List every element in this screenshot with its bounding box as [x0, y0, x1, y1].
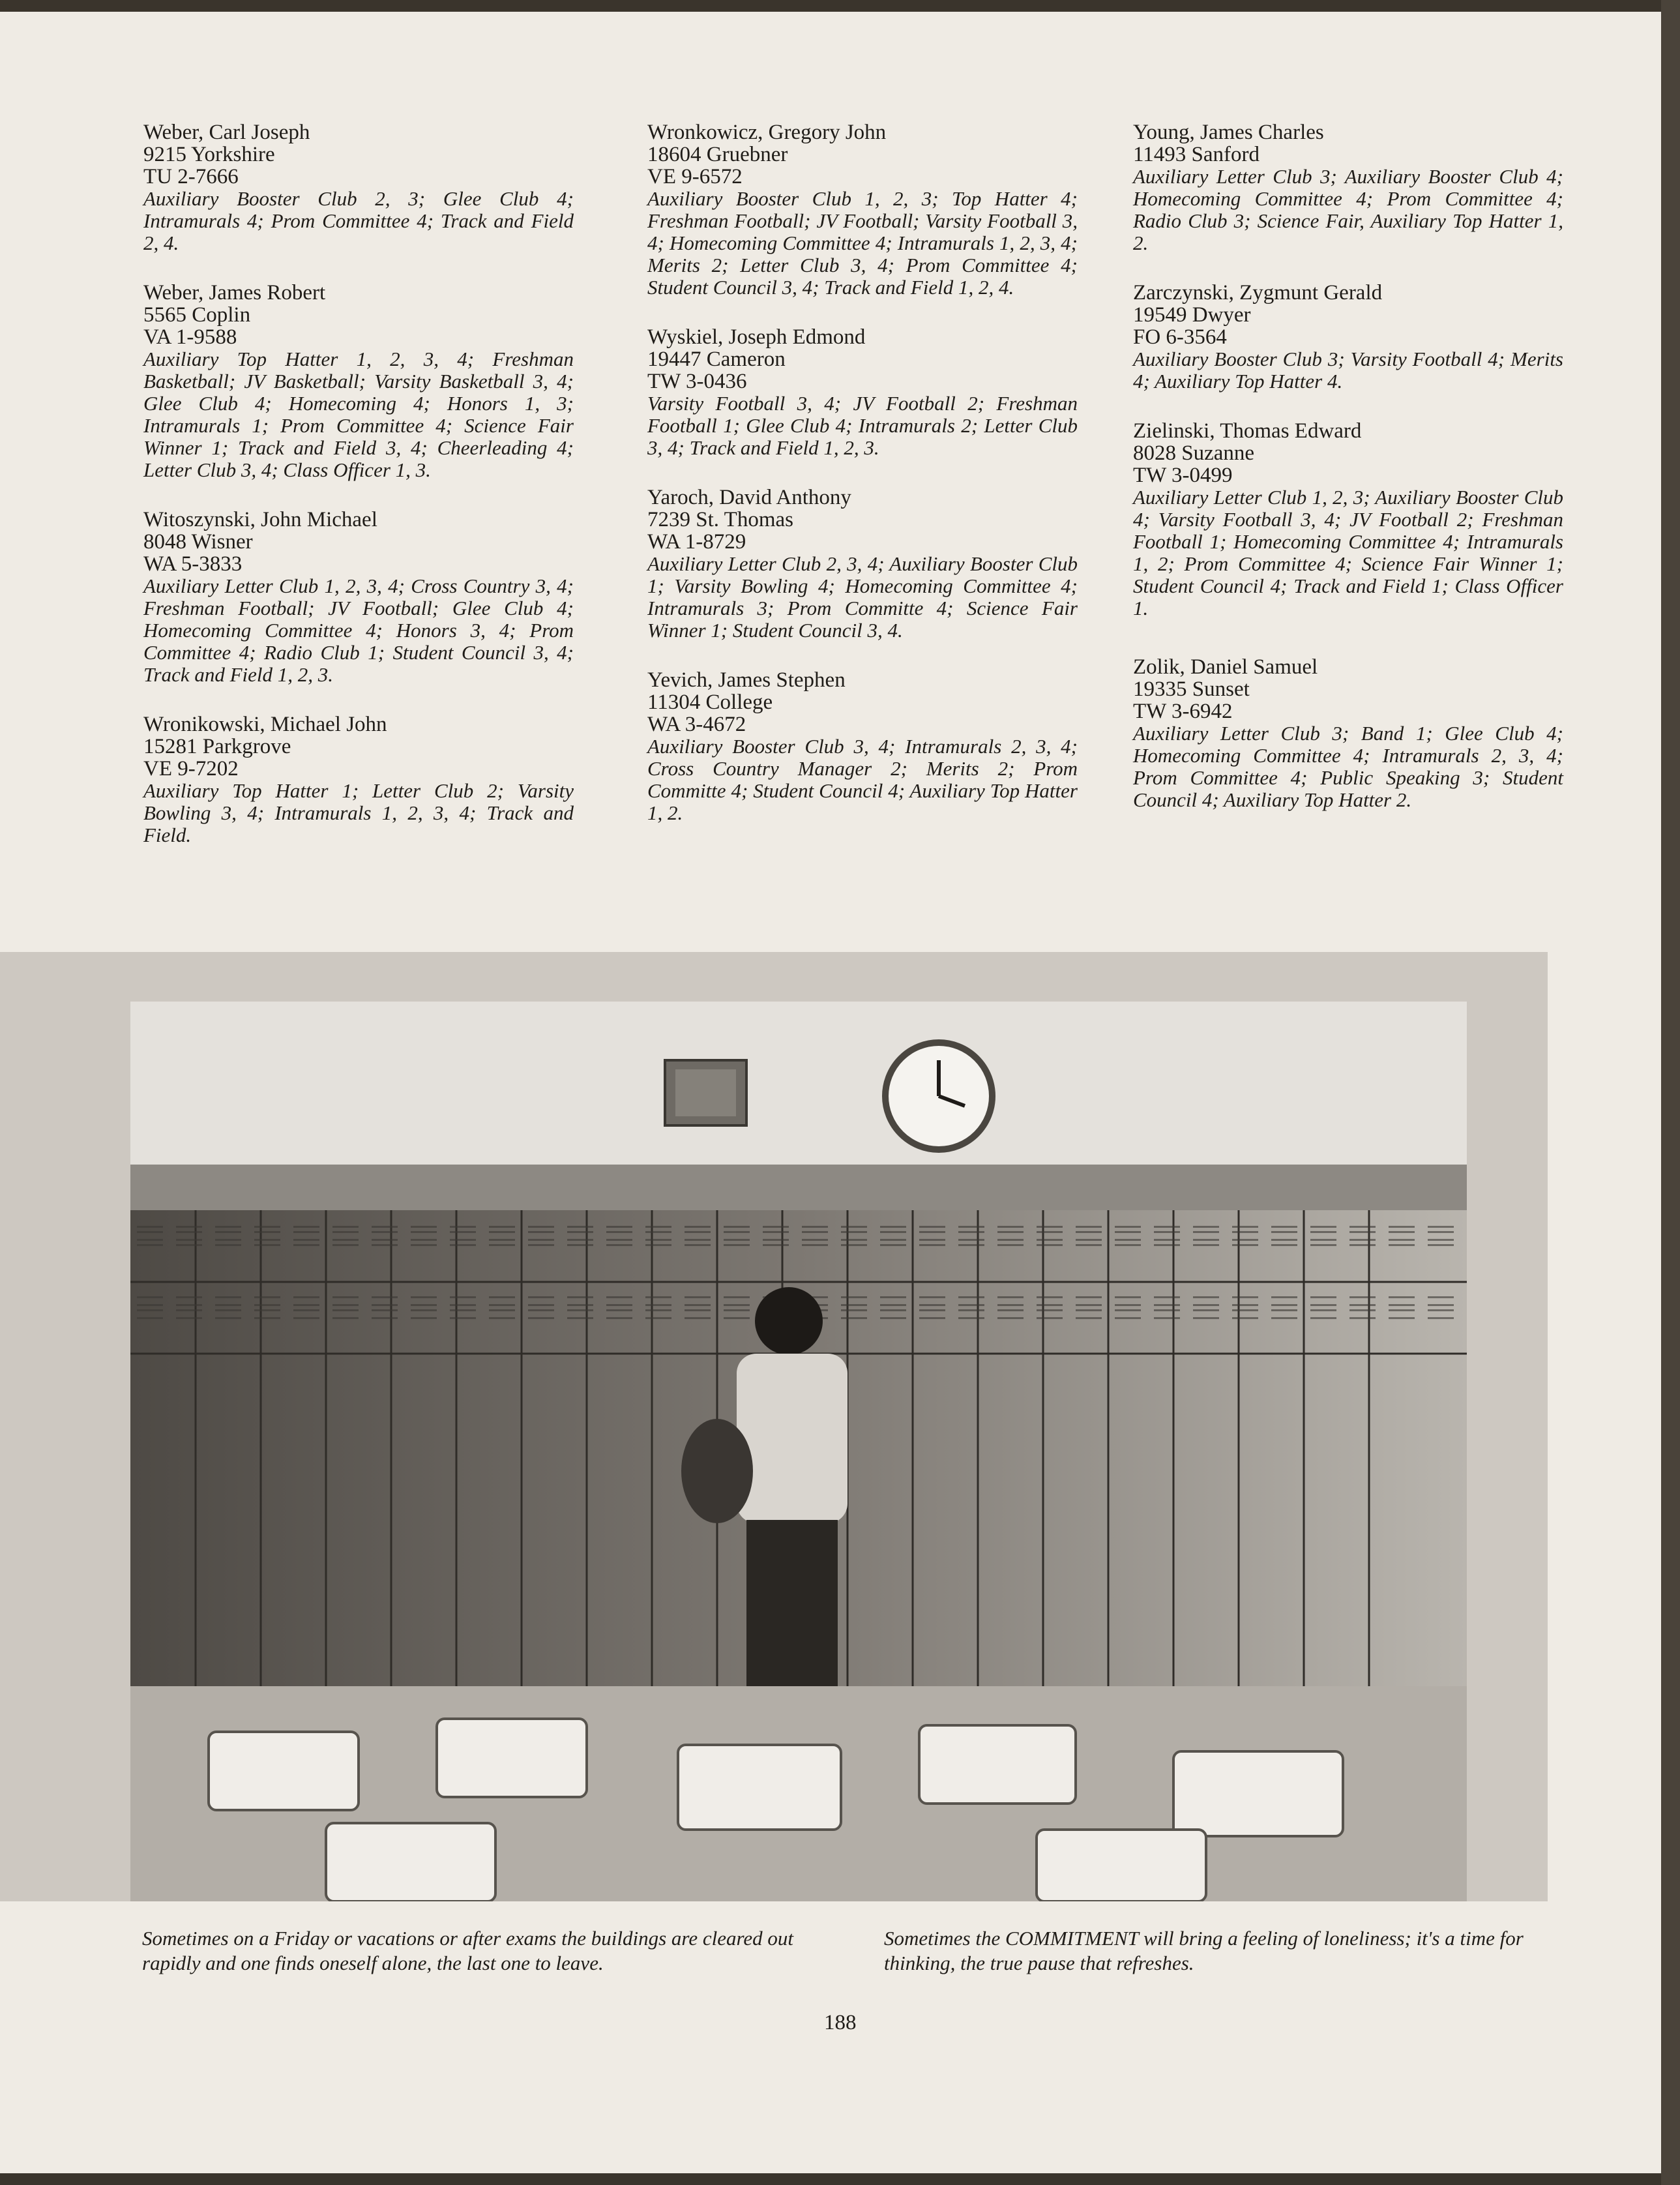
senior-address: 7239 St. Thomas — [647, 508, 793, 531]
senior-name: Wyskiel, Joseph Edmond — [647, 325, 866, 349]
senior-phone: WA 5-3833 — [143, 552, 243, 576]
senior-address: 11304 College — [647, 691, 773, 714]
senior-phone: WA 1-8729 — [647, 530, 746, 554]
senior-phone: TW 3-6942 — [1133, 700, 1233, 723]
senior-entry — [1133, 420, 1563, 619]
senior-address: 15281 Parkgrove — [143, 735, 291, 758]
senior-activities: Auxiliary Booster Club 2, 3; Glee Club 4; Intramurals 4; Prom Committee 4; Track and Field 2, 4. — [143, 187, 574, 254]
senior-name: Weber, James Robert — [143, 281, 326, 305]
senior-address: 9215 Yorkshire — [143, 143, 275, 166]
senior-entry — [647, 326, 1078, 459]
page-edge-top — [0, 0, 1680, 12]
senior-entry — [143, 121, 574, 254]
senior-address: 8028 Suzanne — [1133, 441, 1255, 465]
senior-activities: Auxiliary Top Hatter 1; Letter Club 2; Varsity Bowling 3, 4; Intramurals 1, 2, 3, 4; Track and Field. — [143, 779, 574, 846]
senior-phone: TW 3-0436 — [647, 370, 747, 393]
locker-top-ledge — [130, 1165, 1467, 1210]
senior-entry — [647, 669, 1078, 824]
senior-name: Zielinski, Thomas Edward — [1133, 419, 1362, 443]
senior-phone: VE 9-7202 — [143, 757, 239, 780]
senior-address: 19335 Sunset — [1133, 677, 1250, 701]
directory-column-2 — [647, 121, 1078, 852]
senior-name: Weber, Carl Joseph — [143, 121, 310, 144]
directory-column-1 — [143, 121, 574, 874]
senior-address: 19549 Dwyer — [1133, 303, 1251, 327]
locker-room-illustration — [130, 1002, 1467, 1901]
senior-address: 11493 Sanford — [1133, 143, 1260, 166]
senior-entry — [647, 486, 1078, 642]
senior-address: 19447 Cameron — [647, 348, 786, 371]
senior-name: Zarczynski, Zygmunt Gerald — [1133, 281, 1383, 305]
senior-phone: WA 3-4672 — [647, 713, 746, 736]
senior-phone: VE 9-6572 — [647, 165, 743, 188]
senior-entry — [1133, 282, 1563, 393]
senior-entry — [143, 509, 574, 686]
senior-activities: Auxiliary Letter Club 1, 2, 3, 4; Cross Country 3, 4; Freshman Football; JV Football; Glee Club 4; Homecoming Committee 4; Honors 3, 4; Prom Committee 4; Radio Club 1; Student Council 3, 4; Track and Field 1, 2, 3. — [143, 574, 574, 686]
page-edge-right — [1661, 0, 1680, 2185]
senior-activities: Auxiliary Letter Club 1, 2, 3; Auxiliary Booster Club 4; Varsity Football 3, 4; JV Football 2; Freshman Football 1; Homecoming Committee 4; Intramurals 1, 2; Prom Committee 4; Science Fair Winner 1; Student Council 4; Track and Field 1; Class Officer 1. — [1133, 486, 1563, 619]
senior-address: 18604 Gruebner — [647, 143, 788, 166]
page-number: 188 — [824, 2011, 857, 2034]
directory-column-3 — [1133, 121, 1563, 839]
senior-entry — [647, 121, 1078, 299]
photo-caption-right: Sometimes the COMMITMENT will bring a feeling of loneliness; it's a time for thinking, the true pause that refreshes. — [884, 1927, 1524, 1974]
senior-phone: VA 1-9588 — [143, 325, 237, 349]
photo-caption-left: Sometimes on a Friday or vacations or after exams the buildings are cleared out rapidly and one finds oneself alone, the last one to leave. — [142, 1927, 794, 1974]
senior-name: Witoszynski, John Michael — [143, 508, 377, 531]
senior-activities: Auxiliary Letter Club 3; Band 1; Glee Club 4; Homecoming Committee 4; Intramurals 2, 3, 4; Prom Committee 4; Public Speaking 3; Student Council 4; Auxiliary Top Hatter 2. — [1133, 722, 1563, 811]
senior-activities: Varsity Football 3, 4; JV Football 2; Freshman Football 1; Glee Club 4; Intramurals 2; Letter Club 3, 4; Track and Field 1, 2, 3. — [647, 392, 1078, 459]
senior-address: 5565 Coplin — [143, 303, 251, 327]
senior-name: Wronkowicz, Gregory John — [647, 121, 887, 144]
senior-activities: Auxiliary Booster Club 1, 2, 3; Top Hatter 4; Freshman Football; JV Football; Varsity Football 3, 4; Homecoming Committee 4; Intramurals 1, 2, 3, 4; Merits 2; Letter Club 3, 4; Prom Committee 4; Student Council 3, 4; Track and Field 1, 2, 4. — [647, 187, 1078, 299]
senior-activities: Auxiliary Letter Club 3; Auxiliary Booster Club 4; Homecoming Committee 4; Prom Committee 4; Radio Club 3; Science Fair, Auxiliary Top Hatter 1, 2. — [1133, 165, 1563, 254]
wall-clock-icon — [885, 1043, 992, 1150]
senior-activities: Auxiliary Booster Club 3; Varsity Football 4; Merits 4; Auxiliary Top Hatter 4. — [1133, 348, 1563, 393]
page-edge-bottom — [0, 2173, 1680, 2185]
senior-phone: TU 2-7666 — [143, 165, 239, 188]
senior-entry — [1133, 121, 1563, 254]
senior-entry — [1133, 656, 1563, 811]
senior-name: Zolik, Daniel Samuel — [1133, 655, 1318, 679]
speaker-grille — [675, 1069, 736, 1116]
senior-entry — [143, 713, 574, 846]
senior-phone: TW 3-0499 — [1133, 464, 1233, 487]
senior-name: Young, James Charles — [1133, 121, 1324, 144]
senior-phone: FO 6-3564 — [1133, 325, 1227, 349]
locker-vents — [130, 1223, 1467, 1249]
senior-name: Yaroch, David Anthony — [647, 486, 851, 509]
senior-name: Wronikowski, Michael John — [143, 713, 387, 736]
locker-room-photo — [130, 1002, 1467, 1901]
senior-activities: Auxiliary Top Hatter 1, 2, 3, 4; Freshman Basketball; JV Basketball; Varsity Basketball 3, 4; Glee Club 4; Homecoming 4; Honors 1, 3; Intramurals 1; Prom Committee 4; Science Fair Winner 1; Track and Field 3, 4; Cheerleading 4; Letter Club 3, 4; Class Officer 1, 3. — [143, 348, 574, 481]
senior-activities: Auxiliary Letter Club 2, 3, 4; Auxiliary Booster Club 1; Varsity Bowling 4; Homecoming Committee 4; Intramurals 3; Prom Committe 4; Science Fair Winner 1; Student Council 3, 4. — [647, 552, 1078, 642]
senior-address: 8048 Wisner — [143, 530, 253, 554]
senior-activities: Auxiliary Booster Club 3, 4; Intramurals 2, 3, 4; Cross Country Manager 2; Merits 2; Prom Committe 4; Student Council 4; Auxiliary Top Hatter 1, 2. — [647, 735, 1078, 824]
senior-entry — [143, 282, 574, 481]
senior-name: Yevich, James Stephen — [647, 668, 846, 692]
